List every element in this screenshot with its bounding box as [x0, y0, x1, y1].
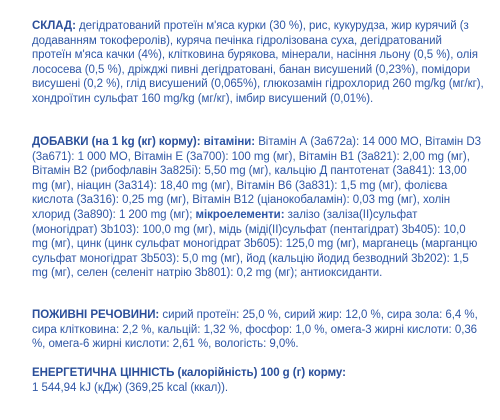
energy-section	[32, 366, 484, 395]
microelements-text: залізо (заліза(II)сульфат (моногідрат) 3b103): 100,0 mg (мг), мідь (міді(II)сульфат (пентагідрат) 3b405): 10,0 mg (мг), цинк (цинк сульфат моногідрат 3b605): 125,0 mg (мг), марганець (марганцю сульфат моногідрат 3b503): 5,0 mg (мг), йод (кальцію йодид безводний 3b202): 1,5 mg (мг), селен (селеніт натрію 3b801): 0,2 mg (мг); антиоксиданти.	[32, 208, 478, 280]
composition-section	[32, 19, 484, 107]
additives-section	[32, 135, 484, 281]
vitamins-label: вітаміни:	[200, 136, 256, 148]
energy-heading: ЕНЕРГЕТИЧНА ЦІННІСТЬ (калорійність) 100 g (г) корму:	[32, 367, 346, 379]
additives-heading: ДОБАВКИ (на 1 kg (кг) корму):	[32, 136, 201, 148]
vitamins-text: Вітамін А (3a672a): 14 000 МО, Вітамін D3 (3a671): 1 000 МО, Вітамін Е (3a700): 100 mg (мг), Вітамін В1 (3a821): 2,00 mg (мг), Вітамін В2 (рибофлавін 3a825i): 5,50 mg (мг), кальцію Д пантотенат (3a841): 13,00 mg (мг), ніацин (3a314): 18,40 mg (мг), Вітамін В6 (3a831): 1,5 mg (мг), фолієва кислота (3a316): 0,25 mg (мг), Вітамін В12 (ціанокобаламін): 0,03 mg (мг), холін хлорид (3a890): 1 200 mg (мг);	[32, 136, 481, 221]
nutrients-heading: ПОЖИВНІ РЕЧОВИНИ:	[32, 309, 160, 321]
composition-heading: СКЛАД:	[32, 20, 76, 32]
nutrients-text: сирий протеїн: 25,0 %, сирий жир: 12,0 %, сира зола: 6,4 %, сира клітковина: 2,2 %, кальцій: 1,32 %, фосфор: 1,0 %, омега-3 жирні кислоти: 0,36 %, омега-6 жирні кислоти: 2,61 %, вологість: 9,0%.	[32, 309, 478, 351]
composition-text: дегідратований протеїн м'яса курки (30 %), рис, кукурудза, жир курячий (з додаванням токоферолів), куряча печінка гідролізована суха, дегідратований протеїн м'яса качки (4%), клітковина бурякова, мінерали, насіння льону (0,5 %), олія лососева (0,5 %), дріжджі пивні дегідратовані, банан висушений (0,23%), помідори висушені (0,2 %), глід висушений (0,065%), глюкозамін гідрохлорид 260 mg/kg (мг/кг), хондроїтин сульфат 160 mg/kg (мг/кг), імбир висушений (0,01%).	[32, 20, 484, 105]
energy-text: 1 544,94 kJ (кДж) (369,25 kcal (ккал)).	[32, 381, 229, 394]
microelements-label: мікроелементи:	[192, 208, 285, 221]
nutrients-section	[32, 308, 484, 352]
